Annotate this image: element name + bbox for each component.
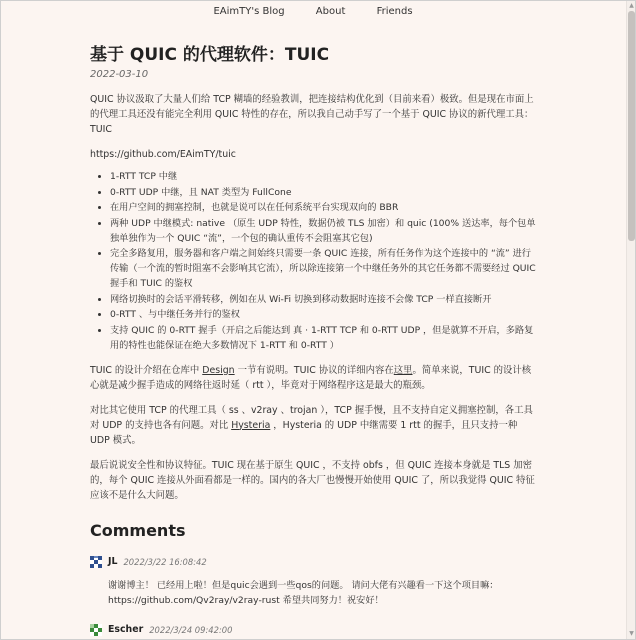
nav-link-friends[interactable]: Friends (376, 6, 413, 17)
feature-item: • 网络切换时的会话平滑转移，例如在从 Wi-Fi 切换到移动数据时连接不会像 TCP 一样直接断开 (110, 292, 536, 307)
scroll-up-arrow-icon[interactable]: ▲ (629, 2, 634, 9)
feature-item: • 0-RTT 、与中继任务并行的鉴权 (110, 307, 536, 322)
design-text-before: TUIC 的设计介绍在仓库中 (90, 364, 203, 376)
feature-item: • 完全多路复用，服务器和客户端之间始终只需要一条 QUIC 连接，所有任务作为这个连接中的 “流” 进行传输（一个流的暂时阻塞不会影响其它流），所以除连接第一个中继任务外的其它任务都不需要经过 QUIC 握手和 TUIC 的鉴权 (110, 246, 536, 291)
comment-item (90, 624, 536, 636)
post-content (90, 44, 536, 636)
feature-item: • 1-RTT TCP 中继 (110, 169, 536, 184)
intro-paragraph: QUIC 协议汲取了大量人们给 TCP 糊墙的经验教训，把连接结构优化到（目前来看）极致。但是现在市面上的代理工具还没有能完全利用 QUIC 特性的存在，所以我自己动手写了一个基于 QUIC 协议的新代理工具：TUIC (90, 94, 534, 135)
comment-author: Escher (108, 624, 144, 635)
design-text-after: 。简单来说，TUIC 的设计核心就是减少握手造成的网络往返时延（ rtt ），毕竟对于网络程序这是最大的瓶颈。 (90, 364, 532, 391)
top-navigation (0, 6, 626, 17)
repo-link[interactable]: https://github.com/EAimTY/tuic (90, 149, 236, 160)
post-title: 基于 QUIC 的代理软件：TUIC (90, 45, 330, 65)
comment-author: JL (108, 556, 118, 567)
security-paragraph: 最后说说安全性和协议特征。TUIC 现在基于原生 QUIC ，不支持 obfs ，但 QUIC 连接本身就是 TLS 加密的，每个 QUIC 连接从外面看都是一样的。国内的各大厂也慢慢开始使用 QUIC 了，所以我觉得 QUIC 特征应该不是什么大问题。 (90, 459, 535, 501)
scrollbar-thumb[interactable] (628, 11, 635, 241)
identicon-icon (90, 624, 102, 636)
protocol-link[interactable]: 这里 (393, 364, 413, 376)
feature-item: • 在用户空间的拥塞控制，也就是说可以在任何系统平台实现双向的 BBR (110, 200, 536, 215)
comment-header (90, 624, 536, 636)
compare-text-after: ，Hysteria 的 UDP 中继需要 1 rtt 的握手，且只支持一种 UDP 模式。 (90, 419, 518, 446)
design-text-mid: 一节有说明。TUIC 协议的详细内容在 (234, 364, 394, 376)
vertical-scrollbar[interactable] (626, 1, 635, 639)
comment-body: 谢谢博主！ 已经用上啦！但是quic会遇到一些qos的问题。 请问大佬有兴趣看一下这个项目嘛：https://github.com/Qv2ray/v2ray-rust 希望共同努力！祝安好！ (108, 579, 499, 606)
design-paragraph (90, 363, 536, 393)
comment-time: 2022/3/24 09:42:00 (149, 624, 233, 635)
comment-header (90, 556, 536, 568)
scroll-down-arrow-icon[interactable]: ▼ (629, 630, 634, 637)
compare-text-before: 对比其它使用 TCP 的代理工具（ ss 、v2ray 、trojan ），TCP 握手慢，且不支持自定义拥塞控制，各工具对 UDP 的支持也各有问题。对比 (90, 404, 533, 431)
avatar (90, 556, 102, 568)
repo-link-paragraph (90, 147, 536, 162)
identicon-icon (90, 556, 102, 568)
hysteria-link[interactable]: Hysteria (231, 419, 271, 431)
comment-time: 2022/3/22 16:08:42 (123, 556, 207, 567)
feature-item: • 支持 QUIC 的 0-RTT 握手（开启之后能达到 真 · 1-RTT TCP 和 0-RTT UDP ，但是就算不开启，多路复用的特性也能保证在绝大多数情况下 1-RTT 和 0-RTT ） (110, 323, 536, 353)
compare-paragraph (90, 403, 536, 448)
comment-item (90, 556, 536, 608)
feature-list (90, 169, 536, 353)
comments-heading: Comments (90, 520, 186, 540)
feature-item: • 0-RTT UDP 中继，且 NAT 类型为 FullCone (110, 185, 536, 200)
feature-item: • 两种 UDP 中继模式: native （原生 UDP 特性，数据仍被 TLS 加密）和 quic (100% 送达率，每个包单独单独作为一个 QUIC “流”，一个包的确认重传不会阻塞其它包) (110, 216, 536, 246)
design-link[interactable]: Design (202, 364, 235, 376)
avatar (90, 624, 102, 636)
post-date: 2022-03-10 (90, 69, 149, 80)
nav-link-blog[interactable]: EAimTY's Blog (213, 6, 285, 17)
nav-link-about[interactable]: About (315, 6, 346, 17)
